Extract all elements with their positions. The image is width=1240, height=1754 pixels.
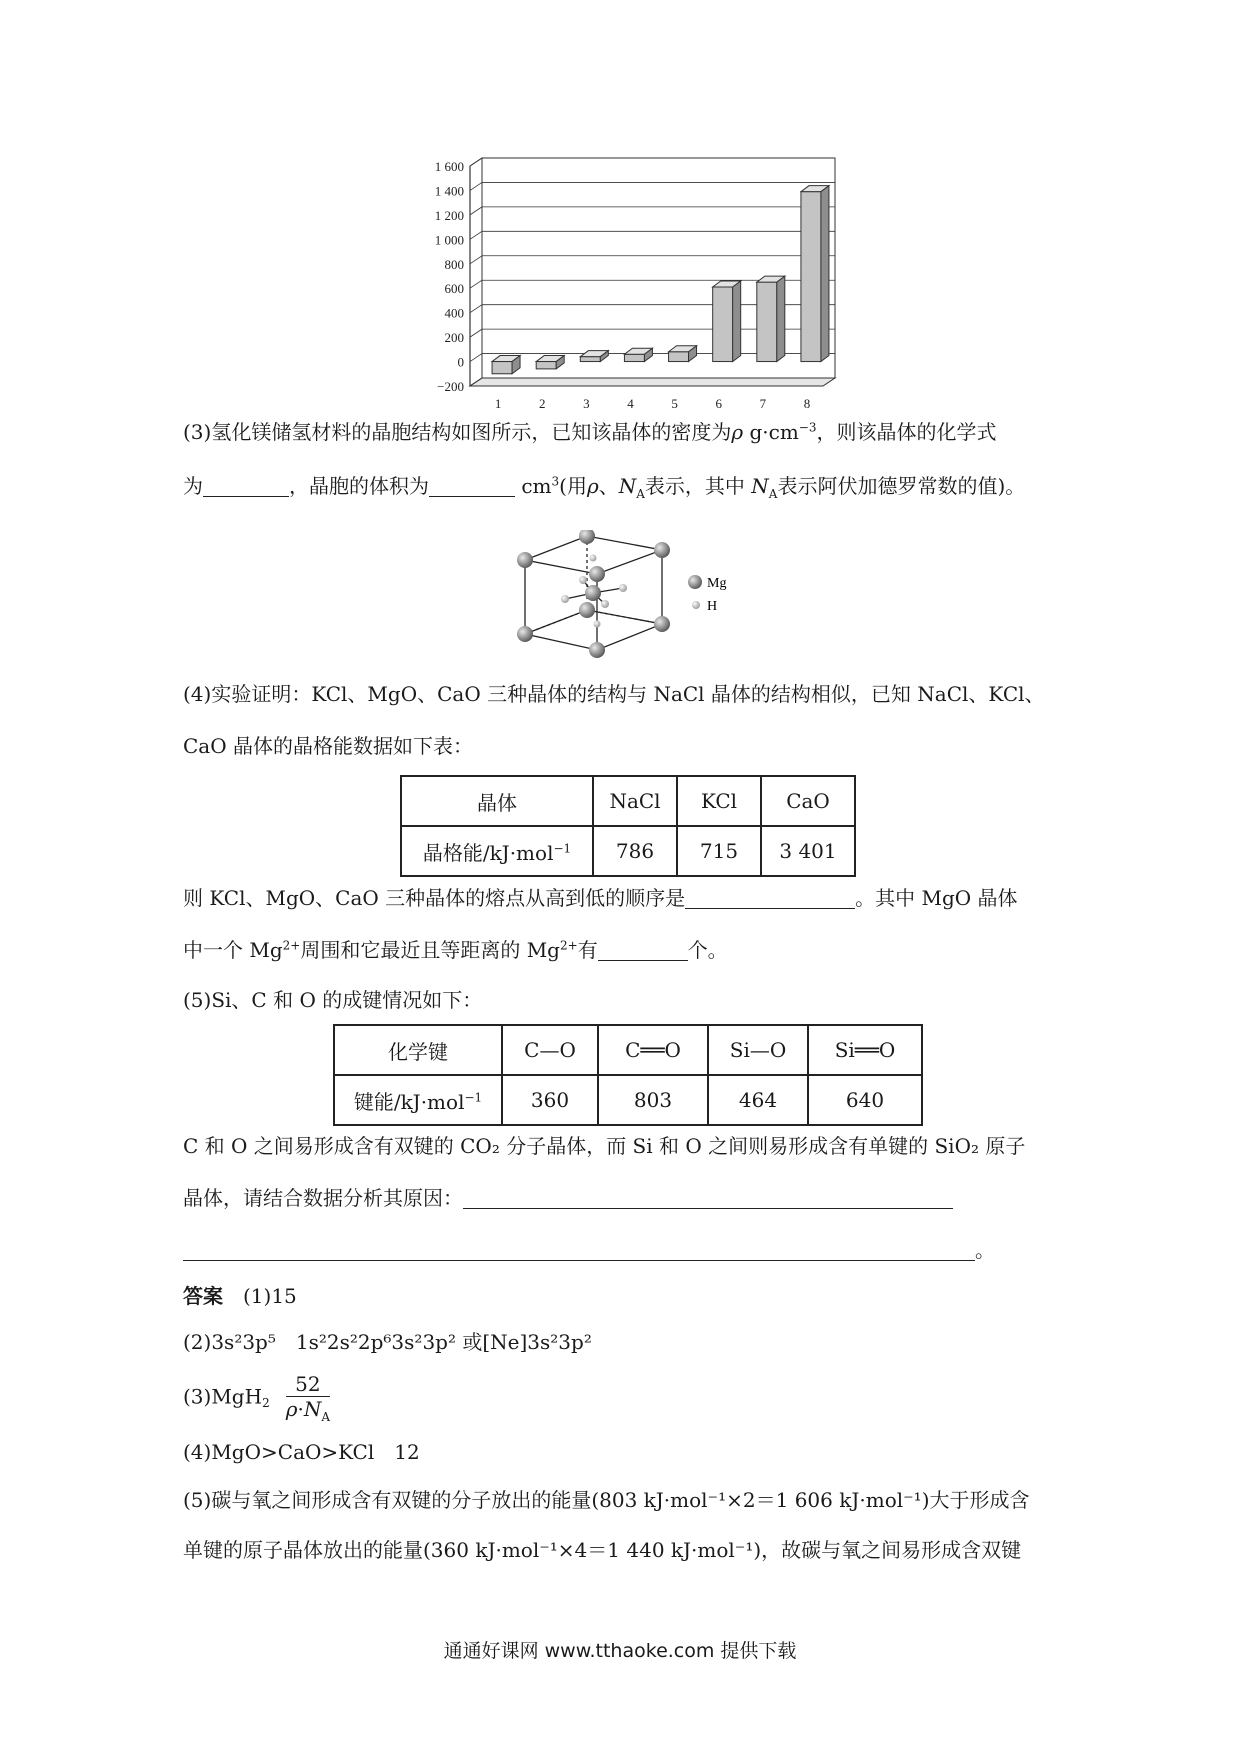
bar	[757, 282, 777, 361]
mg-atoms	[517, 530, 670, 658]
answer-blank[interactable]	[183, 1238, 975, 1261]
answer-blank[interactable]	[598, 938, 688, 961]
bar-chart	[0, 150, 1240, 570]
table-row	[401, 776, 855, 826]
y-tick-label: 600	[444, 281, 464, 297]
table-row	[401, 826, 855, 876]
table-header-cell: NaCl	[593, 776, 677, 826]
table-cell: 640	[808, 1075, 922, 1125]
bar	[492, 362, 512, 374]
table-header-cell: KCl	[677, 776, 761, 826]
answer-2: (2)3s²3p⁵ 1s²2s²2p⁶3s²3p² 或[Ne]3s²3p²	[183, 1330, 592, 1354]
bar-side	[777, 276, 785, 361]
x-tick-label: 6	[715, 396, 722, 411]
x-tick-label: 5	[671, 396, 678, 411]
answer-blank[interactable]	[203, 474, 289, 497]
bar-side	[821, 186, 829, 362]
y-tick-label: 200	[444, 330, 464, 346]
table-cell: 786	[593, 826, 677, 876]
table-cell: 715	[677, 826, 761, 876]
answer-blank[interactable]	[685, 886, 855, 909]
answer-1: 答案 (1)15	[183, 1284, 297, 1308]
bar	[624, 354, 644, 361]
q4-line3: 则 KCl、MgO、CaO 三种晶体的熔点从高到低的顺序是 。其中 MgO 晶体	[183, 886, 1018, 910]
table-cell: 464	[708, 1075, 808, 1125]
table-header-cell: Si—O	[708, 1025, 808, 1075]
y-tick-label: 1 000	[434, 232, 464, 248]
x-tick-label: 8	[803, 396, 811, 411]
x-tick-label: 1	[494, 396, 502, 411]
x-tick-label: 4	[627, 396, 634, 411]
answer-3: (3)MgH$_2$ $\frac{52}{\rho\cdot N_A}$	[183, 1372, 330, 1424]
table-header-cell: 化学键	[334, 1025, 502, 1075]
q4-line4: 中一个 $Mg^{2+}$周围和它最近且等距离的 $Mg^{2+}$有 个。	[183, 938, 728, 962]
answer-3-fraction: $\frac{52}{\rho\cdot N_A}$	[285, 1372, 330, 1424]
y-tick-label: 800	[444, 256, 464, 272]
legend-h-marker	[692, 601, 700, 609]
q3-line1: (3)氢化镁储氢材料的晶胞结构如图所示，已知该晶体的密度为ρ $g\cdot cm^{-3}$，则该晶体的化学式	[183, 420, 997, 444]
answer-5-line1: (5)碳与氧之间形成含有双键的分子放出的能量(803 kJ·mol⁻¹×2＝1 606 kJ·mol⁻¹)大于形成含	[183, 1488, 1030, 1512]
table-cell: 360	[502, 1075, 598, 1125]
y-tick-label: 1 400	[434, 183, 464, 199]
y-tick-label: 1 600	[434, 159, 464, 174]
q5-line1: (5)Si、C 和 O 的成键情况如下：	[183, 988, 483, 1012]
bar	[580, 357, 600, 362]
y-tick-label: 400	[444, 305, 464, 321]
table-header-cell: Si══O	[808, 1025, 922, 1075]
q5-line2: C 和 O 之间易形成含有双键的 CO₂ 分子晶体，而 Si 和 O 之间则易形成含有单键的 SiO₂ 原子	[183, 1134, 1026, 1158]
table-row	[334, 1075, 922, 1125]
table-header-cell: C—O	[502, 1025, 598, 1075]
table-row-label: 晶格能/kJ·mol$^{-1}$	[401, 826, 593, 876]
y-tick-label: −200	[437, 379, 464, 394]
bond-energy-table	[333, 1024, 923, 1126]
bar-side	[733, 281, 741, 362]
x-tick-label: 3	[583, 396, 590, 411]
legend-mg-marker	[688, 575, 702, 589]
x-tick-label: 2	[538, 396, 546, 411]
legend-mg-label: Mg	[707, 576, 727, 591]
y-tick-label: 1 200	[434, 207, 464, 223]
q4-line2: CaO 晶体的晶格能数据如下表：	[183, 734, 473, 758]
bar	[801, 192, 821, 362]
legend-h-label: H	[707, 599, 718, 614]
chart-floor	[470, 378, 835, 386]
answer-blank[interactable]	[429, 474, 515, 497]
table-header-cell: C══O	[598, 1025, 708, 1075]
answer-5-line2: 单键的原子晶体放出的能量(360 kJ·mol⁻¹×4＝1 440 kJ·mol⁻¹)，故碳与氧之间易形成含双键	[183, 1538, 1022, 1562]
table-header-cell: CaO	[761, 776, 855, 826]
bar	[669, 352, 689, 362]
footer: 通通好课网 www.tthaoke.com 提供下载	[443, 1640, 797, 1662]
q3-line2: 为 ，晶胞的体积为 $cm^3$(用ρ、$N_A$表示，其中 $N_A$表示阿伏加德罗常数的值)。	[183, 474, 1026, 501]
q5-line4: 。	[183, 1236, 1063, 1264]
table-cell: 3 401	[761, 826, 855, 876]
x-tick-label: 7	[759, 396, 767, 411]
answer-4: (4)MgO>CaO>KCl 12	[183, 1440, 420, 1464]
q4-line1: (4)实验证明：KCl、MgO、CaO 三种晶体的结构与 NaCl 晶体的结构相似，已知 NaCl、KCl、	[183, 682, 1045, 706]
table-cell: 803	[598, 1075, 708, 1125]
y-tick-label: 0	[457, 354, 464, 370]
bar	[536, 362, 556, 369]
answer-blank[interactable]	[463, 1186, 953, 1209]
table-row-label: 键能/kJ·mol$^{-1}$	[334, 1075, 502, 1125]
bar	[713, 287, 733, 362]
table-header-cell: 晶体	[401, 776, 593, 826]
table-row	[334, 1025, 922, 1075]
chart-side-wall	[470, 158, 482, 386]
lattice-energy-table	[400, 775, 856, 877]
q5-line3: 晶体，请结合数据分析其原因：	[183, 1184, 1063, 1212]
crystal-cell-diagram	[505, 530, 785, 670]
